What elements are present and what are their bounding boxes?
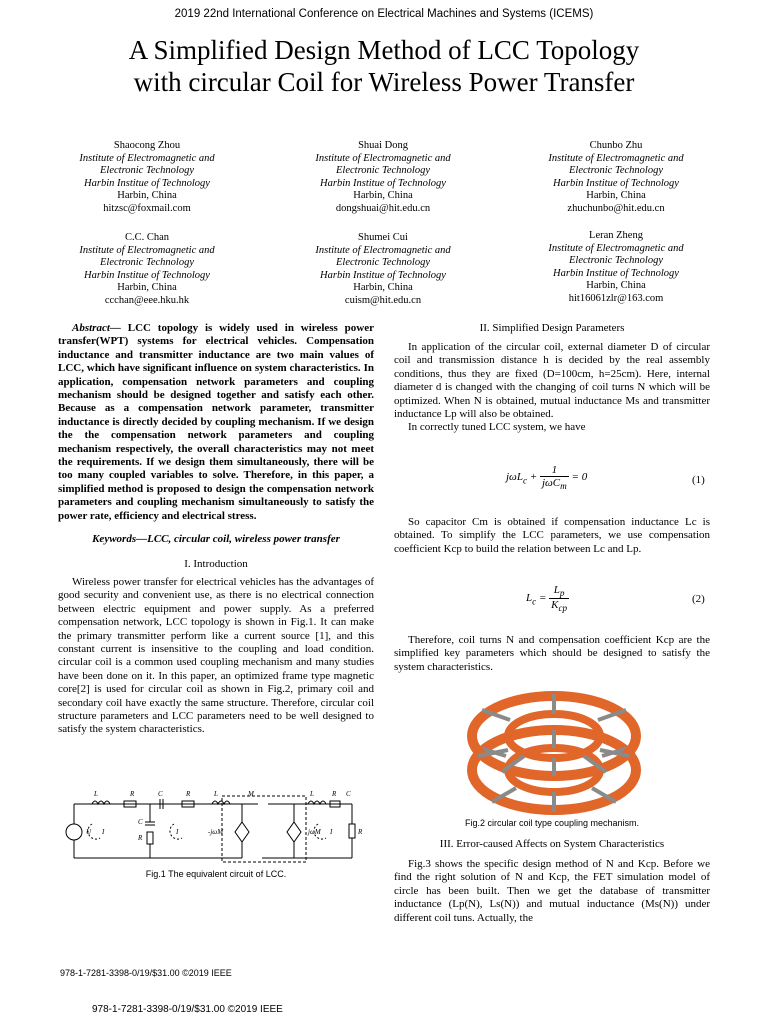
svg-text:L: L xyxy=(94,790,98,798)
section-2-body-2 xyxy=(394,516,710,556)
author-email: dongshuai@hit.edu.cn xyxy=(335,202,431,214)
svg-text:L: L xyxy=(310,790,314,798)
intro-paragraph: Wireless power transfer for electrical vehicles has the advantages of good security and convenient use, as there is no electrical connection between electric equipment and power supply. As a preferred compensation network, LCC topology is shown in Fig.1. It can make the primary transmitter perform like a current source [1], and this constant current is insensitive to the coupling and load condition. circular coil is a common used coupling mechanism and many studies have been done on it. In this paper, an optimized frame type magnetic core[2] is used for circular coil as shown in Fig.2, primary coil and secondary coil have exactly the same structure. Therefore, circular coil structure parameters and LCC parameters need to be well designed to satisfy the system characteristics. xyxy=(58,576,374,736)
svg-text:jωM: jωM xyxy=(308,828,321,836)
paper-title xyxy=(40,34,728,98)
svg-text:L: L xyxy=(214,790,218,798)
author-affiliation: Institute of Electromagnetic and xyxy=(79,152,215,164)
author-name: Shaocong Zhou xyxy=(113,140,181,151)
section-title-text: III. Error-caused Affects on System Characteristics xyxy=(439,838,665,850)
author-affiliation: Harbin Institue of Technology xyxy=(320,177,446,189)
author-email: hitzsc@foxmail.com xyxy=(103,202,191,214)
author-block xyxy=(278,232,488,308)
abstract-text: LCC topology is widely used in wireless power transfer(WPT) systems for electrical vehicles. Compensation inductance and transmitter inductance are two main values of LCC, which have significant influence on system characteristics. In application, compensation network parameters and coupling mechanism should be designed together and satisfy each other. Because as a compensation network parameter, transmitter inductance is directly decided by coupling mechanism. If we design the the compensation network parameters and coupling mechanism respectively, the overall characteristics may not meet the requirements. If we design them simultaneously, there will be too many coupled variables to solve. Therefore, in this paper, a simplified method is proposed to design the compensation network parameters and coupling mechanism simultaneously to satisfy the power rate, efficiency and electrical stress. xyxy=(58,322,374,522)
author-affiliation: Institute of Electromagnetic and xyxy=(548,242,684,254)
sec3-paragraph: Fig.3 shows the specific design method of N and Kcp. Before we find the right solution of N and Kcp, the FET simulation model of circle has been built. Then we get the database of transmitter inductance (Lp(N), Ls(N)) and mutual inductance (Ms(N)) under different coil tuns. Actually, the xyxy=(394,858,710,924)
fig1-caption: Fig.1 The equivalent circuit of LCC. xyxy=(145,869,287,879)
author-city: Harbin, China xyxy=(586,190,646,202)
equation-2-number: (2) xyxy=(692,593,705,605)
title-line-1: A Simplified Design Method of LCC Topology xyxy=(128,35,640,65)
svg-text:C: C xyxy=(158,790,163,798)
author-name: Leran Zheng xyxy=(589,230,643,241)
author-block xyxy=(278,140,488,216)
section-title-text: I. Introduction xyxy=(184,558,248,570)
author-affiliation: Institute of Electromagnetic and xyxy=(79,244,215,256)
circular-coil-illustration xyxy=(466,690,642,816)
author-affiliation: Harbin Institue of Technology xyxy=(84,177,210,189)
author-affiliation: Institute of Electromagnetic and xyxy=(548,152,684,164)
keywords: Keywords—LCC, circular coil, wireless power transfer xyxy=(92,533,340,545)
svg-text:R: R xyxy=(186,790,191,798)
abstract xyxy=(58,322,374,523)
author-email: ccchan@eee.hku.hk xyxy=(104,294,190,306)
author-name: Shumei Cui xyxy=(358,232,408,243)
author-affiliation: Harbin Institue of Technology xyxy=(553,267,679,279)
author-email: cuism@hit.edu.cn xyxy=(344,294,422,306)
svg-text:C: C xyxy=(346,790,351,798)
svg-text:C: C xyxy=(138,818,143,826)
author-city: Harbin, China xyxy=(586,280,646,292)
section-2-body xyxy=(394,341,710,435)
footer-copyright-small: 978-1-7281-3398-0/19/$31.00 ©2019 IEEE xyxy=(60,968,232,978)
title-line-2: with circular Coil for Wireless Power Transfer xyxy=(133,67,635,97)
author-affiliation: Institute of Electromagnetic and xyxy=(315,244,451,256)
section-1-body xyxy=(58,576,374,737)
author-affiliation: Electronic Technology xyxy=(336,257,430,269)
svg-text:R: R xyxy=(130,790,135,798)
conference-header: 2019 22nd International Conference on Electrical Machines and Systems (ICEMS) xyxy=(174,8,594,20)
author-affiliation: Electronic Technology xyxy=(100,257,194,269)
svg-text:U: U xyxy=(86,828,92,836)
author-email: zhuchunbo@hit.edu.cn xyxy=(567,202,665,214)
svg-text:R: R xyxy=(358,828,363,836)
svg-text:I: I xyxy=(330,828,333,836)
equation-2: $L_c$ = $\frac{L_p}{K_{cp}}$ xyxy=(526,584,568,614)
footer-copyright: 978-1-7281-3398-0/19/$31.00 ©2019 IEEE xyxy=(92,1004,283,1015)
fig2-coil-image xyxy=(466,690,642,816)
sec2-paragraph-2: In correctly tuned LCC system, we have xyxy=(408,421,586,434)
author-affiliation: Harbin Institue of Technology xyxy=(84,269,210,281)
equation-1: jωL$_c$ + $\frac{1}{j\omega C_m}$ = 0 xyxy=(506,464,588,492)
author-block xyxy=(42,232,252,308)
author-affiliation: Electronic Technology xyxy=(569,165,663,177)
author-name: C.C. Chan xyxy=(124,232,170,243)
author-name: Chunbo Zhu xyxy=(589,140,643,151)
svg-text:I: I xyxy=(176,828,179,836)
author-affiliation: Harbin Institue of Technology xyxy=(553,177,679,189)
sec2-paragraph-3: So capacitor Cm is obtained if compensation inductance Lc is obtained. To simplify the LCC parameters, we use compensation coefficient Kcp to build the relation between Lc and Lp. xyxy=(394,516,710,555)
author-city: Harbin, China xyxy=(117,282,177,294)
section-3-body xyxy=(394,858,710,925)
circuit-diagram xyxy=(62,788,370,868)
section-1-title xyxy=(58,558,374,570)
section-2-title xyxy=(394,322,710,334)
author-block xyxy=(42,140,252,216)
author-affiliation: Electronic Technology xyxy=(336,165,430,177)
author-block xyxy=(511,140,721,216)
svg-text:M: M xyxy=(248,790,254,798)
author-affiliation: Electronic Technology xyxy=(569,255,663,267)
fig2-caption: Fig.2 circular coil type coupling mechanism. xyxy=(464,818,640,828)
author-city: Harbin, China xyxy=(353,190,413,202)
section-title-text: II. Simplified Design Parameters xyxy=(479,322,625,334)
equation-1-number: (1) xyxy=(692,474,705,486)
author-city: Harbin, China xyxy=(117,190,177,202)
svg-text:I: I xyxy=(102,828,105,836)
svg-text:R: R xyxy=(332,790,337,798)
abstract-label: Abstract— xyxy=(72,322,121,334)
fig1-circuit xyxy=(62,788,370,868)
author-name: Shuai Dong xyxy=(358,140,408,151)
section-2-body-3 xyxy=(394,634,710,674)
author-affiliation: Institute of Electromagnetic and xyxy=(315,152,451,164)
author-block xyxy=(511,230,721,306)
sec2-paragraph-1: In application of the circular coil, external diameter D of circular coil and transmission distance h is decided by the real assembly conditions, thus they are fixed (D=100cm, h=25cm). Here, internal diameter d is changed with the changing of coil turns N which will be optimized. When N is obtained, mutual inductance Ms and transmitter inductance Lp will also be obtained. xyxy=(394,341,710,421)
author-email: hit16061zlr@163.com xyxy=(568,292,664,304)
section-3-title xyxy=(394,838,710,850)
author-city: Harbin, China xyxy=(353,282,413,294)
svg-text:R: R xyxy=(138,834,143,842)
author-affiliation: Electronic Technology xyxy=(100,165,194,177)
svg-text:-jωM: -jωM xyxy=(208,828,224,836)
sec2-paragraph-4: Therefore, coil turns N and compensation coefficient Kcp are the simplified key parameters which should be designed to satisfy the system characteristics. xyxy=(394,634,710,673)
author-affiliation: Harbin Institue of Technology xyxy=(320,269,446,281)
